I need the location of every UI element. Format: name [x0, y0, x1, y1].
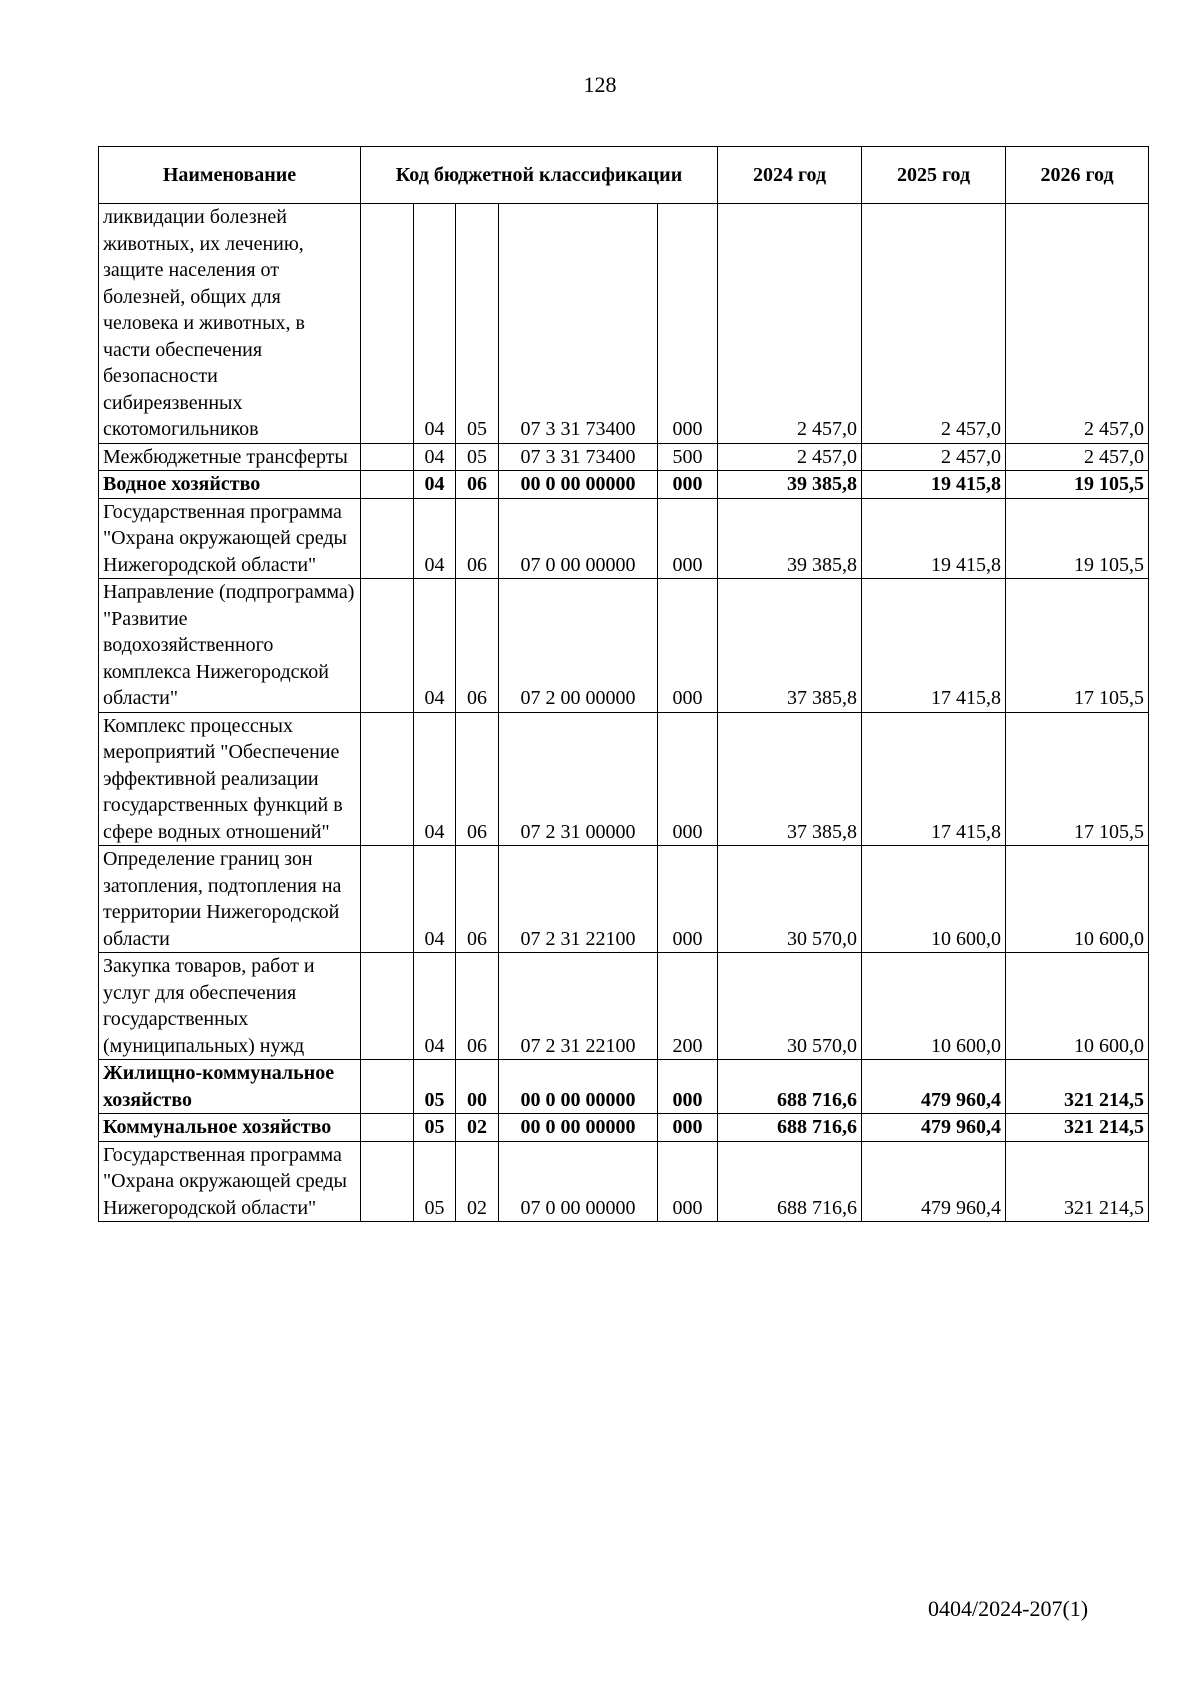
table-row	[99, 1114, 1149, 1142]
code-target-article: 07 3 31 73400	[499, 204, 658, 444]
code-target-article: 00 0 00 00000	[499, 471, 658, 499]
code-expense-type: 000	[658, 471, 718, 499]
value-2026: 321 214,5	[1006, 1060, 1149, 1114]
code-part-1	[361, 1114, 414, 1142]
code-expense-type: 000	[658, 1060, 718, 1114]
row-name: Коммунальное хозяйство	[99, 1114, 361, 1142]
code-part-1	[361, 204, 414, 444]
table-row	[99, 846, 1149, 953]
code-target-article: 07 2 00 00000	[499, 579, 658, 713]
value-2024: 2 457,0	[718, 204, 862, 444]
code-section: 04	[414, 953, 456, 1060]
code-section: 04	[414, 471, 456, 499]
value-2025: 479 960,4	[862, 1060, 1006, 1114]
code-section: 05	[414, 1141, 456, 1222]
table-row	[99, 471, 1149, 499]
table-row	[99, 579, 1149, 713]
code-section: 05	[414, 1060, 456, 1114]
code-part-1	[361, 471, 414, 499]
row-name: Направление (подпрограмма) "Развитие водохозяйственного комплекса Нижегородской области"	[99, 579, 361, 713]
code-target-article: 07 2 31 22100	[499, 846, 658, 953]
value-2026: 321 214,5	[1006, 1114, 1149, 1142]
code-expense-type: 000	[658, 498, 718, 579]
value-2025: 19 415,8	[862, 498, 1006, 579]
value-2024: 37 385,8	[718, 579, 862, 713]
value-2026: 19 105,5	[1006, 498, 1149, 579]
code-expense-type: 000	[658, 579, 718, 713]
code-target-article: 00 0 00 00000	[499, 1060, 658, 1114]
page-number: 128	[583, 72, 617, 97]
value-2025: 17 415,8	[862, 579, 1006, 713]
code-part-1	[361, 846, 414, 953]
code-subsection: 00	[456, 1060, 499, 1114]
code-target-article: 07 0 00 00000	[499, 498, 658, 579]
code-section: 05	[414, 1114, 456, 1142]
row-name: Комплекс процессных мероприятий "Обеспечение эффективной реализации государственных функций в сфере водных отношений"	[99, 712, 361, 846]
row-name: Государственная программа "Охрана окружающей среды Нижегородской области"	[99, 498, 361, 579]
table-row	[99, 1060, 1149, 1114]
row-name: ликвидации болезней животных, их лечению, защите населения от болезней, общих для человека и животных, в части обеспечения безопасности сибиреязвенных скотомогильников	[99, 204, 361, 444]
row-name: Определение границ зон затопления, подтопления на территории Нижегородской области	[99, 846, 361, 953]
code-expense-type: 000	[658, 712, 718, 846]
value-2026: 10 600,0	[1006, 953, 1149, 1060]
table-row	[99, 1141, 1149, 1222]
value-2024: 30 570,0	[718, 953, 862, 1060]
code-part-1	[361, 712, 414, 846]
value-2025: 2 457,0	[862, 443, 1006, 471]
code-target-article: 00 0 00 00000	[499, 1114, 658, 1142]
code-subsection: 06	[456, 712, 499, 846]
value-2024: 688 716,6	[718, 1141, 862, 1222]
code-part-1	[361, 953, 414, 1060]
code-subsection: 06	[456, 579, 499, 713]
row-name: Закупка товаров, работ и услуг для обеспечения государственных (муниципальных) нужд	[99, 953, 361, 1060]
code-expense-type: 000	[658, 846, 718, 953]
header-name: Наименование	[99, 147, 361, 204]
header-row	[99, 147, 1149, 204]
code-part-1	[361, 443, 414, 471]
code-expense-type: 500	[658, 443, 718, 471]
value-2026: 321 214,5	[1006, 1141, 1149, 1222]
budget-table	[98, 146, 1149, 1222]
code-subsection: 05	[456, 204, 499, 444]
code-expense-type: 200	[658, 953, 718, 1060]
code-part-1	[361, 498, 414, 579]
row-name: Водное хозяйство	[99, 471, 361, 499]
table-row	[99, 953, 1149, 1060]
code-part-1	[361, 1141, 414, 1222]
value-2025: 19 415,8	[862, 471, 1006, 499]
code-target-article: 07 0 00 00000	[499, 1141, 658, 1222]
value-2025: 10 600,0	[862, 846, 1006, 953]
value-2024: 688 716,6	[718, 1114, 862, 1142]
code-subsection: 02	[456, 1114, 499, 1142]
code-subsection: 05	[456, 443, 499, 471]
row-name: Жилищно-коммунальное хозяйство	[99, 1060, 361, 1114]
code-section: 04	[414, 846, 456, 953]
code-section: 04	[414, 498, 456, 579]
code-part-1	[361, 1060, 414, 1114]
code-expense-type: 000	[658, 1114, 718, 1142]
document-code: 0404/2024-207(1)	[928, 1596, 1089, 1621]
code-part-1	[361, 579, 414, 713]
value-2026: 10 600,0	[1006, 846, 1149, 953]
value-2025: 2 457,0	[862, 204, 1006, 444]
value-2024: 2 457,0	[718, 443, 862, 471]
header-2025: 2025 год	[862, 147, 1006, 204]
code-target-article: 07 3 31 73400	[499, 443, 658, 471]
row-name: Государственная программа "Охрана окружающей среды Нижегородской области"	[99, 1141, 361, 1222]
code-section: 04	[414, 204, 456, 444]
code-subsection: 02	[456, 1141, 499, 1222]
code-expense-type: 000	[658, 204, 718, 444]
value-2026: 17 105,5	[1006, 712, 1149, 846]
table-row	[99, 712, 1149, 846]
row-name: Межбюджетные трансферты	[99, 443, 361, 471]
value-2026: 2 457,0	[1006, 443, 1149, 471]
header-2026: 2026 год	[1006, 147, 1149, 204]
value-2024: 30 570,0	[718, 846, 862, 953]
code-subsection: 06	[456, 953, 499, 1060]
value-2026: 19 105,5	[1006, 471, 1149, 499]
value-2026: 17 105,5	[1006, 579, 1149, 713]
code-subsection: 06	[456, 846, 499, 953]
value-2025: 10 600,0	[862, 953, 1006, 1060]
code-target-article: 07 2 31 22100	[499, 953, 658, 1060]
header-2024: 2024 год	[718, 147, 862, 204]
value-2025: 479 960,4	[862, 1114, 1006, 1142]
table-row	[99, 498, 1149, 579]
value-2024: 688 716,6	[718, 1060, 862, 1114]
code-subsection: 06	[456, 498, 499, 579]
code-section: 04	[414, 579, 456, 713]
value-2025: 17 415,8	[862, 712, 1006, 846]
code-expense-type: 000	[658, 1141, 718, 1222]
code-subsection: 06	[456, 471, 499, 499]
value-2024: 39 385,8	[718, 471, 862, 499]
table-row	[99, 204, 1149, 444]
code-target-article: 07 2 31 00000	[499, 712, 658, 846]
code-section: 04	[414, 712, 456, 846]
header-code: Код бюджетной классификации	[361, 147, 718, 204]
value-2026: 2 457,0	[1006, 204, 1149, 444]
value-2024: 37 385,8	[718, 712, 862, 846]
value-2025: 479 960,4	[862, 1141, 1006, 1222]
value-2024: 39 385,8	[718, 498, 862, 579]
table-row	[99, 443, 1149, 471]
code-section: 04	[414, 443, 456, 471]
